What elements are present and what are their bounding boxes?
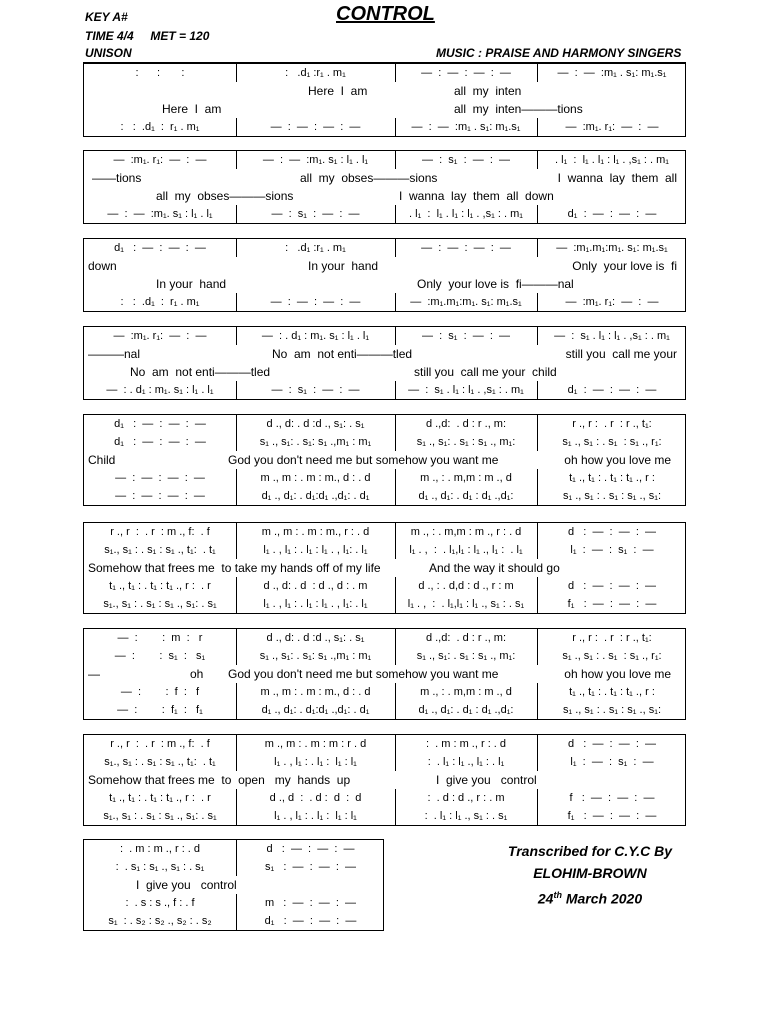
measure-cell: l₁ . , : . l₁,l₁ : l₁ ., s₁ : . s₁	[407, 598, 525, 610]
notation-row	[84, 327, 685, 345]
lyric-text: No am not enti———tled	[272, 347, 413, 361]
bar-line	[395, 735, 396, 753]
measure-cell: l₁ . , l₁ : . l₁ : l₁ : l₁	[274, 756, 357, 768]
lyric-text: God you don't need me but somehow you want me	[228, 453, 499, 467]
measure-cell: f : — : — : —	[569, 792, 655, 804]
notation-row	[84, 735, 685, 753]
measure-cell: — :m₁. r₁: — : —	[113, 154, 207, 166]
measure-cell: s₁ ., s₁: . s₁: s₁ .,m₁ : m₁	[259, 650, 372, 662]
bar-line	[395, 151, 396, 169]
measure-cell: : . l₁ : l₁ ., s₁ : . s₁	[424, 810, 508, 822]
measure-cell: d .,d: . d : r ., m:	[425, 632, 507, 644]
notation-row	[84, 629, 685, 647]
bar-line	[236, 327, 237, 345]
bar-line	[395, 327, 396, 345]
measure-cell: — : s₁ . l₁ : l₁ . ,s₁ : . m₁	[554, 330, 670, 342]
measure-cell: d ., d: . d :d ., s₁: . s₁	[266, 418, 365, 430]
measure-cell: t₁ ., t₁ : . t₁ : t₁ ., r :	[569, 472, 655, 484]
lyric-text: I wanna lay them all	[557, 171, 677, 185]
measure-cell: m : — : — : —	[264, 897, 357, 909]
measure-cell: d₁ : — : — : —	[114, 242, 206, 254]
bar-line	[236, 151, 237, 169]
measure-cell: d : — : — : —	[567, 580, 657, 592]
measure-cell: l₁ : — : s₁ : —	[570, 756, 654, 768]
bar-line	[395, 205, 396, 223]
bar-line	[537, 151, 538, 169]
key-label: KEY A#	[85, 10, 128, 24]
lyric-text: Here I am	[162, 102, 222, 116]
notation-row	[84, 753, 685, 771]
bar-line	[537, 753, 538, 771]
lyric-text: I wanna lay them all down	[399, 189, 554, 203]
bar-line	[395, 577, 396, 595]
bar-line	[537, 64, 538, 82]
measure-cell: — : — : — : —	[115, 472, 205, 484]
measure-cell: m ., m : . m : m., d : . d	[260, 472, 371, 484]
bar-line	[537, 239, 538, 257]
notation-row	[84, 912, 383, 930]
measure-cell: r ., r : . r : r ., t₁:	[572, 632, 652, 644]
measure-cell: d₁ ., d₁: . d₁:d₁ .,d₁: . d₁	[261, 490, 370, 502]
unison-label: UNISON	[85, 46, 132, 60]
measure-cell: l₁ . , l₁ : . l₁ : l₁ . , l₁: . l₁	[263, 598, 368, 610]
bar-line	[236, 912, 237, 930]
measure-cell: s₁ ., s₁: . s₁: s₁ .,m₁ : m₁	[259, 436, 372, 448]
bar-line	[537, 118, 538, 136]
lyric-text: oh how you love me	[564, 667, 671, 681]
bar-line	[395, 433, 396, 451]
measure-cell: — :m₁.m₁:m₁. s₁: m₁.s₁	[410, 296, 522, 308]
bar-line	[395, 789, 396, 807]
measure-cell: — :m₁. r₁: — : —	[565, 121, 659, 133]
notation-row	[84, 415, 685, 433]
measure-cell: — : — :m₁ . s₁: m₁.s₁	[411, 121, 521, 133]
lyric-text: In your hand	[308, 259, 379, 273]
bar-line	[236, 858, 237, 876]
notation-row	[84, 789, 685, 807]
measure-cell: : . s : s ., f : . f	[125, 897, 195, 909]
credit-line-3	[470, 884, 710, 910]
measure-cell: — : — : — : —	[270, 296, 361, 308]
bar-line	[537, 807, 538, 825]
measure-cell: s₁ : . s₂ : s₂ ., s₂ : . s₂	[108, 915, 212, 927]
lyric-text: Only your love is fi———nal	[417, 277, 574, 291]
music-system	[83, 839, 384, 931]
notation-row	[84, 541, 685, 559]
bar-line	[395, 523, 396, 541]
lyric-text: Here I am	[308, 84, 368, 98]
bar-line	[537, 701, 538, 719]
lyric-row	[84, 275, 685, 293]
lyric-text: I give you control	[436, 773, 537, 787]
bar-line	[537, 595, 538, 613]
lyric-text: Somehow that frees me to take my hands off of my life	[88, 561, 381, 575]
bar-line	[537, 381, 538, 399]
measure-cell: d₁ : — : — : —	[567, 384, 657, 396]
measure-cell: — : . d₁ : m₁. s₁ : l₁ . l₁	[106, 384, 214, 396]
lyric-row	[84, 100, 685, 118]
credit-line-1: Transcribed for C.Y.C By	[507, 843, 673, 859]
measure-cell: — :m₁. r₁: — : —	[565, 296, 659, 308]
notation-row	[84, 433, 685, 451]
bar-line	[395, 701, 396, 719]
measure-cell: — :m₁.m₁:m₁. s₁: m₁.s₁	[556, 242, 668, 254]
music-system	[83, 628, 686, 720]
music-system	[83, 522, 686, 614]
bar-line	[236, 807, 237, 825]
measure-cell: — : : f : f	[120, 686, 200, 698]
bar-line	[395, 293, 396, 311]
measure-cell: s₁ ., s₁: . s₁ : s₁ ., m₁:	[416, 650, 516, 662]
measure-cell: s₁ : — : — : —	[264, 861, 357, 873]
notation-row	[84, 840, 383, 858]
bar-line	[537, 683, 538, 701]
measure-cell: — : : m : r	[117, 632, 203, 644]
bar-line	[537, 629, 538, 647]
measure-cell: — : s₁ . l₁ : l₁ . ,s₁ : . m₁	[408, 384, 524, 396]
measure-cell: . l₁ : l₁ . l₁ : l₁ . ,s₁ : . m₁	[555, 154, 669, 166]
measure-cell: — : — :m₁. s₁ : l₁ . l₁	[107, 208, 213, 220]
notation-row	[84, 647, 685, 665]
lyric-row	[84, 257, 685, 275]
notation-row	[84, 469, 685, 487]
lyric-text: In your hand	[156, 277, 227, 291]
notation-row	[84, 205, 685, 223]
lyric-text: all my obses———sions	[156, 189, 294, 203]
measure-cell: — : . d₁ : m₁. s₁ : l₁ . l₁	[261, 330, 370, 342]
measure-cell: d : — : — : —	[567, 526, 657, 538]
measure-cell: s₁ ., s₁ : . s₁ : s₁ ., s₁:	[562, 704, 661, 716]
music-system	[83, 238, 686, 312]
measure-cell: l₁ . , l₁ : . l₁ : l₁ . , l₁: . l₁	[263, 544, 368, 556]
measure-cell: f₁ : — : — : —	[567, 598, 657, 610]
lyric-row	[84, 187, 685, 205]
measure-cell: d .,d: . d : r ., m:	[425, 418, 507, 430]
measure-cell: d₁ : — : — : —	[114, 418, 206, 430]
measure-cell: — : — :m₁. s₁ : l₁ . l₁	[262, 154, 369, 166]
bar-line	[395, 64, 396, 82]
lyric-row	[84, 451, 685, 469]
measure-cell: t₁ ., t₁ : . t₁ : t₁ ., r : . r	[109, 792, 211, 804]
music-system	[83, 150, 686, 224]
credit-line-2: ELOHIM-BROWN	[533, 865, 647, 881]
bar-line	[395, 469, 396, 487]
measure-cell: s₁., s₁ : . s₁ : s₁ ., t₁: . t₁	[104, 544, 216, 556]
measure-cell: m ., : . m,m : m ., d	[420, 686, 512, 698]
bar-line	[236, 541, 237, 559]
credit-day-suffix: th	[553, 890, 562, 900]
bar-line	[395, 595, 396, 613]
measure-cell: s₁ ., s₁: . s₁ : s₁ ., m₁:	[416, 436, 516, 448]
lyric-text: I give you control	[136, 878, 237, 892]
measure-cell: s₁., s₁ : . s₁ : s₁ ., s₁: . s₁	[103, 598, 217, 610]
bar-line	[537, 647, 538, 665]
music-system	[83, 63, 686, 137]
measure-cell: s₁., s₁ : . s₁ : s₁ ., s₁: . s₁	[103, 810, 217, 822]
measure-cell: d₁ ., d₁: . d₁ : d₁ .,d₁:	[418, 490, 514, 502]
lyric-text: all my inten———tions	[454, 102, 583, 116]
notation-row	[84, 151, 685, 169]
lyric-text: Child	[88, 453, 116, 467]
lyric-row	[84, 876, 383, 894]
measure-cell: — : s₁ : — : —	[421, 330, 511, 342]
measure-cell: : . m : m ., r : . d	[425, 738, 507, 750]
lyric-text: oh how you love me	[564, 453, 671, 467]
bar-line	[537, 789, 538, 807]
measure-cell: r ., r : . r : r ., t₁:	[572, 418, 652, 430]
notation-row	[84, 523, 685, 541]
bar-line	[395, 487, 396, 505]
notation-row	[84, 293, 685, 311]
measure-cell: d ., : . d,d : d ., r : m	[418, 580, 514, 592]
measure-cell: m ., m : . m : m., d : . d	[260, 686, 371, 698]
bar-line	[236, 415, 237, 433]
bar-line	[395, 807, 396, 825]
bar-line	[236, 753, 237, 771]
music-system	[83, 326, 686, 400]
lyric-text: ———nal	[88, 347, 141, 361]
bar-line	[236, 595, 237, 613]
notation-row	[84, 239, 685, 257]
bar-line	[395, 683, 396, 701]
measure-cell: d₁ ., d₁: . d₁:d₁ .,d₁: . d₁	[261, 704, 370, 716]
bar-line	[236, 64, 237, 82]
lyric-text: oh	[190, 667, 204, 681]
lyric-text: Somehow that frees me to open my hands up	[88, 773, 351, 787]
lyric-text: No am not enti———tled	[130, 365, 271, 379]
lyric-row	[84, 559, 685, 577]
measure-cell: — : : s₁ : s₁	[114, 650, 206, 662]
lyric-text: still you call me your	[565, 347, 677, 361]
music-system	[83, 414, 686, 506]
transcription-credit	[470, 840, 710, 910]
measure-cell: m ., m : . m : m., r : . d	[261, 526, 370, 538]
lyric-row	[84, 345, 685, 363]
lyric-text: And the way it should go	[429, 561, 560, 575]
bar-line	[236, 629, 237, 647]
bar-line	[537, 293, 538, 311]
measure-cell: — : : f₁ : f₁	[117, 704, 203, 716]
bar-line	[236, 293, 237, 311]
lyric-text: all my inten	[454, 84, 522, 98]
measure-cell: — : s₁ : — : —	[271, 384, 360, 396]
bar-line	[537, 523, 538, 541]
measure-cell: d₁ ., d₁: . d₁ : d₁ .,d₁:	[418, 704, 514, 716]
music-system	[83, 734, 686, 826]
measure-cell: d ., d: . d :d ., s₁: . s₁	[266, 632, 365, 644]
notation-row	[84, 577, 685, 595]
measure-cell: s₁ ., s₁ : . s₁ : s₁ ., s₁:	[562, 490, 661, 502]
measure-cell: f₁ : — : — : —	[567, 810, 657, 822]
measure-cell: . l₁ : l₁ . l₁ : l₁ . ,s₁ : . m₁	[409, 208, 523, 220]
lyric-text: Only your love is fi	[572, 259, 677, 273]
bar-line	[395, 239, 396, 257]
bar-line	[236, 789, 237, 807]
notation-row	[84, 858, 383, 876]
measure-cell: s₁., s₁ : . s₁ : s₁ ., t₁: . t₁	[104, 756, 216, 768]
measure-cell: l₁ . , l₁ : . l₁ : l₁ : l₁	[274, 810, 357, 822]
bar-line	[395, 753, 396, 771]
measure-cell: l₁ . , : . l₁,l₁ : l₁ ., l₁ : . l₁	[409, 544, 523, 556]
lyric-row	[84, 169, 685, 187]
notation-row	[84, 894, 383, 912]
notation-row	[84, 595, 685, 613]
lyric-text: —	[88, 667, 100, 681]
bar-line	[395, 381, 396, 399]
notation-row	[84, 118, 685, 136]
bar-line	[395, 118, 396, 136]
bar-line	[537, 415, 538, 433]
measure-cell: — :m₁. r₁: — : —	[113, 330, 207, 342]
bar-line	[537, 487, 538, 505]
measure-cell: — : — : — : —	[421, 67, 511, 79]
bar-line	[236, 577, 237, 595]
bar-line	[537, 469, 538, 487]
credit-day: 24	[537, 890, 554, 907]
measure-cell: m ., : . m,m : m ., r : . d	[410, 526, 522, 538]
bar-line	[537, 205, 538, 223]
measure-cell: : .d₁ :r₁ . m₁	[285, 67, 346, 79]
measure-cell: d : — : — : —	[567, 738, 657, 750]
measure-cell: d₁ : — : — : —	[114, 436, 206, 448]
bar-line	[537, 541, 538, 559]
measure-cell: : . s₁ : s₁ ., s₁ : . s₁	[115, 861, 205, 873]
measure-cell: s₁ ., s₁ : . s₁ : s₁ ., r₁:	[562, 650, 662, 662]
lyric-text: ——tions	[92, 171, 142, 185]
measure-cell: — : — : — : —	[421, 242, 511, 254]
page-title: CONTROL	[336, 3, 435, 25]
bar-line	[236, 205, 237, 223]
measure-cell: : : .d₁ : r₁ . m₁	[120, 296, 200, 308]
bar-line	[236, 239, 237, 257]
measure-cell: m ., m : . m : m : r . d	[264, 738, 367, 750]
bar-line	[236, 735, 237, 753]
bar-line	[395, 629, 396, 647]
notation-row	[84, 701, 685, 719]
lyric-row	[84, 665, 685, 683]
lyric-row	[84, 363, 685, 381]
bar-line	[236, 647, 237, 665]
lyric-row	[84, 82, 685, 100]
measure-cell: — : s₁ : — : —	[271, 208, 360, 220]
bar-line	[236, 469, 237, 487]
measure-cell: d : — : — : —	[266, 843, 355, 855]
bar-line	[395, 647, 396, 665]
measure-cell: : .d₁ :r₁ . m₁	[285, 242, 346, 254]
lyric-row	[84, 771, 685, 789]
bar-line	[236, 701, 237, 719]
bar-line	[236, 894, 237, 912]
measure-cell: — : — : — : —	[270, 121, 361, 133]
music-credit: MUSIC : PRAISE AND HARMONY SINGERS	[436, 46, 682, 60]
measure-cell: r ., r : . r : m ., f: . f	[110, 738, 210, 750]
notation-row	[84, 64, 685, 82]
bar-line	[236, 683, 237, 701]
bar-line	[395, 415, 396, 433]
measure-cell: s₁ ., s₁ : . s₁ : s₁ ., r₁:	[562, 436, 662, 448]
measure-cell: r ., r : . r : m ., f: . f	[110, 526, 210, 538]
measure-cell: : : :	[135, 67, 185, 79]
measure-cell: : . m : m ., r : . d	[119, 843, 201, 855]
measure-cell: — : — :m₁ . s₁: m₁.s₁	[557, 67, 667, 79]
bar-line	[537, 577, 538, 595]
bar-line	[537, 735, 538, 753]
measure-cell: t₁ ., t₁ : . t₁ : t₁ ., r :	[569, 686, 655, 698]
measure-cell: m ., : . m,m : m ., d	[420, 472, 512, 484]
bar-line	[537, 327, 538, 345]
measure-cell: — : s₁ : — : —	[421, 154, 511, 166]
measure-cell: d₁ : — : — : —	[264, 915, 357, 927]
bar-line	[395, 541, 396, 559]
measure-cell: : . d : d ., r : . m	[427, 792, 505, 804]
bar-line	[236, 523, 237, 541]
lyric-text: still you call me your child	[414, 365, 557, 379]
bar-line	[236, 433, 237, 451]
bar-line	[236, 840, 237, 858]
credit-month-year: March 2020	[561, 890, 643, 907]
measure-cell: — : — : — : —	[115, 490, 205, 502]
bar-line	[236, 487, 237, 505]
measure-cell: d ., d : . d : d : d	[269, 792, 362, 804]
notation-row	[84, 381, 685, 399]
lyric-text: down	[88, 259, 117, 273]
measure-cell: : . l₁ : l₁ ., l₁ : . l₁	[427, 756, 505, 768]
time-met-label: TIME 4/4 MET = 120	[85, 29, 210, 43]
measure-cell: d ., d: . d : d ., d : . m	[263, 580, 368, 592]
measure-cell: t₁ ., t₁ : . t₁ : t₁ ., r : . r	[109, 580, 211, 592]
bar-line	[236, 118, 237, 136]
bar-line	[537, 433, 538, 451]
lyric-text: God you don't need me but somehow you want me	[228, 667, 499, 681]
lyric-text: all my obses———sions	[300, 171, 438, 185]
notation-row	[84, 807, 685, 825]
measure-cell: : : .d₁ : r₁ . m₁	[120, 121, 200, 133]
measure-cell: l₁ : — : s₁ : —	[570, 544, 654, 556]
measure-cell: d₁ : — : — : —	[567, 208, 657, 220]
notation-row	[84, 683, 685, 701]
notation-row	[84, 487, 685, 505]
bar-line	[236, 381, 237, 399]
